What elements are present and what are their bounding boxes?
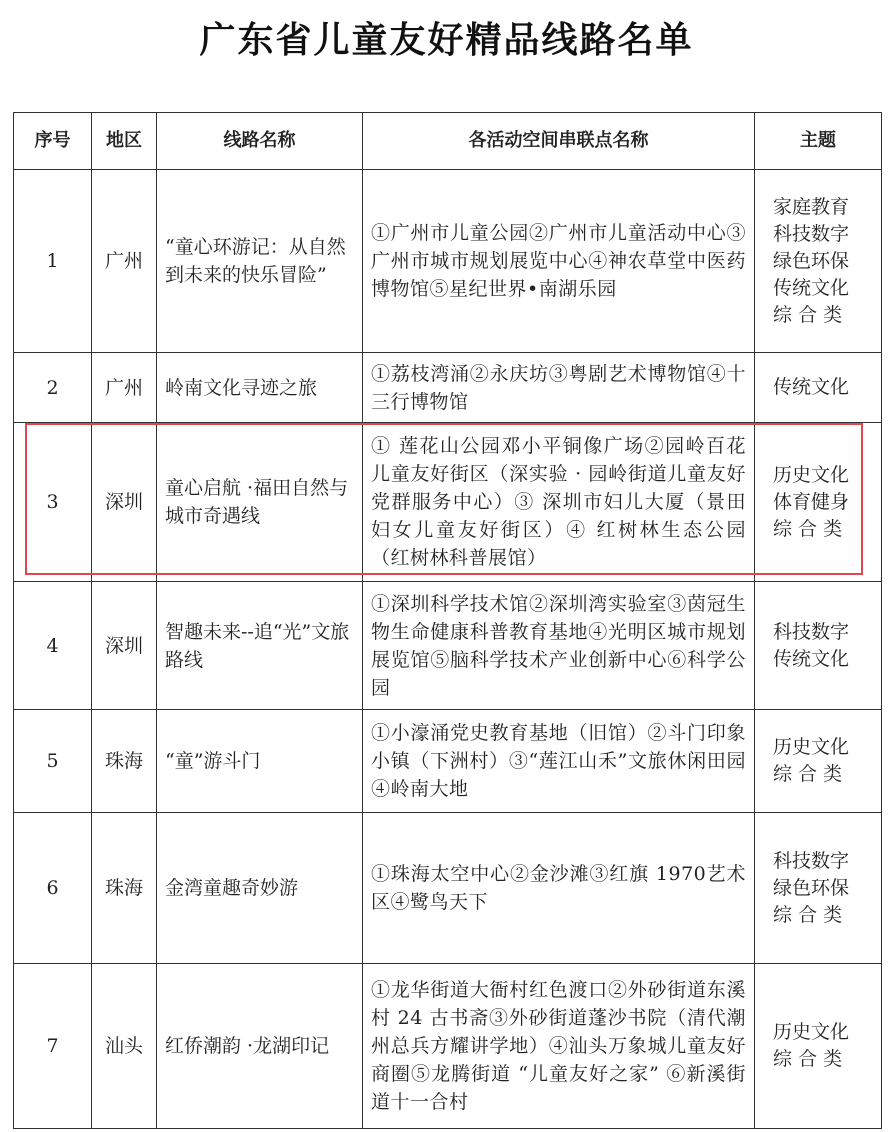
row-route-name: 岭南文化寻迹之旅 [157, 353, 363, 423]
row-region: 广州 [92, 353, 157, 423]
row-themes [755, 170, 882, 353]
table-row [14, 710, 882, 813]
theme-tag: 家庭教育 [773, 195, 850, 218]
row-themes [755, 582, 882, 710]
header-index: 序号 [14, 113, 92, 170]
header-theme: 主题 [755, 113, 882, 170]
header-region: 地区 [92, 113, 157, 170]
row-themes [755, 353, 882, 423]
row-spots: ①深圳科学技术馆②深圳湾实验室③茵冠生物生命健康科普教育基地④光明区城市规划展览馆⑤脑科学技术产业创新中心⑥科学公园 [363, 582, 755, 710]
row-region: 珠海 [92, 710, 157, 813]
theme-tag: 体育健身 [773, 490, 850, 513]
row-spots: ①荔枝湾涌②永庆坊③粤剧艺术博物馆④十三行博物馆 [363, 353, 755, 423]
theme-tag: 历史文化 [773, 1021, 850, 1043]
table-row [14, 353, 882, 423]
row-region: 汕头 [92, 964, 157, 1129]
row-region: 深圳 [92, 582, 157, 710]
row-route-name: “童”游斗门 [157, 710, 363, 813]
header-spots: 各活动空间串联点名称 [363, 113, 755, 170]
theme-tag: 综 合 类 [773, 1048, 843, 1070]
theme-tag: 科技数字 [773, 620, 850, 643]
theme-tag: 科技数字 [773, 222, 850, 245]
theme-tag: 传统文化 [773, 376, 850, 398]
theme-tag: 历史文化 [773, 463, 850, 486]
row-route-name: “童心环游记：从自然到未来的快乐冒险” [157, 170, 363, 353]
theme-tag: 科技数字 [773, 849, 850, 872]
theme-tag: 传统文化 [773, 276, 850, 299]
row-region: 珠海 [92, 813, 157, 964]
table-row [14, 582, 882, 710]
theme-tag: 历史文化 [773, 736, 850, 758]
theme-tag: 综 合 类 [773, 763, 843, 785]
row-index: 6 [14, 813, 92, 964]
theme-tag: 绿色环保 [773, 876, 850, 899]
row-index: 3 [14, 423, 92, 582]
row-index: 1 [14, 170, 92, 353]
table-header-row [14, 113, 882, 170]
row-themes [755, 710, 882, 813]
theme-tag: 综 合 类 [773, 517, 843, 540]
row-spots: ① 莲花山公园邓小平铜像广场②园岭百花儿童友好街区（深实验 · 园岭街道儿童友好党群服务中心）③ 深圳市妇儿大厦（景田妇女儿童友好街区）④ 红树林生态公园（红树林科普展馆） [363, 423, 755, 582]
row-region: 深圳 [92, 423, 157, 582]
row-index: 2 [14, 353, 92, 423]
row-index: 4 [14, 582, 92, 710]
row-spots: ①龙华街道大衙村红色渡口②外砂街道东溪村 24 古书斋③外砂街道蓬沙书院（清代潮州总兵方耀讲学地）④汕头万象城儿童友好商圈⑤龙腾街道 “儿童友好之家” ⑥新溪街道十一合村 [363, 964, 755, 1129]
row-route-name: 金湾童趣奇妙游 [157, 813, 363, 964]
row-route-name: 童心启航 ·福田自然与城市奇遇线 [157, 423, 363, 582]
row-themes [755, 813, 882, 964]
theme-tag: 综 合 类 [773, 303, 843, 326]
page-title: 广东省儿童友好精品线路名单 [199, 20, 694, 61]
row-index: 5 [14, 710, 92, 813]
route-table [13, 112, 882, 1129]
header-route: 线路名称 [157, 113, 363, 170]
row-themes [755, 423, 882, 582]
row-themes [755, 964, 882, 1129]
theme-tag: 绿色环保 [773, 249, 850, 272]
row-region: 广州 [92, 170, 157, 353]
row-spots: ①珠海太空中心②金沙滩③红旗 1970艺术区④鹭鸟天下 [363, 813, 755, 964]
table-row [14, 170, 882, 353]
theme-tag: 综 合 类 [773, 903, 843, 926]
row-route-name: 智趣未来--追“光”文旅路线 [157, 582, 363, 710]
row-spots: ①广州市儿童公园②广州市儿童活动中心③广州市城市规划展览中心④神农草堂中医药博物馆⑤星纪世界•南湖乐园 [363, 170, 755, 353]
table-row [14, 423, 882, 582]
row-index: 7 [14, 964, 92, 1129]
table-row [14, 964, 882, 1129]
table-row [14, 813, 882, 964]
row-route-name: 红侨潮韵 ·龙湖印记 [157, 964, 363, 1129]
row-spots: ①小濠涌党史教育基地（旧馆）②斗门印象小镇（下洲村）③“莲江山禾”文旅休闲田园④岭南大地 [363, 710, 755, 813]
theme-tag: 传统文化 [773, 647, 850, 670]
